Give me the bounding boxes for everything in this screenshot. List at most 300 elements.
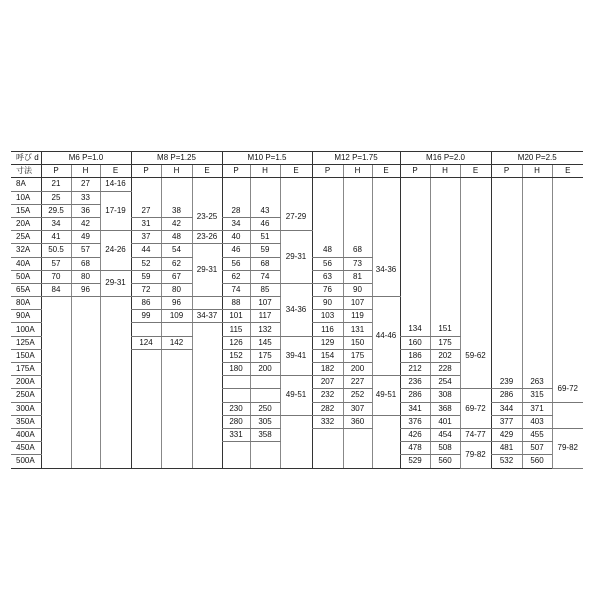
- cell-m20-h-empty: [522, 244, 552, 257]
- cell-m6-p: 57: [41, 257, 71, 270]
- size-label: 500A: [11, 455, 41, 468]
- cell-m16-p: 426: [400, 428, 430, 441]
- cell-m6-e-empty: [100, 415, 131, 428]
- cell-m8-e-empty: [192, 376, 222, 389]
- cell-m10-p-empty: [222, 455, 250, 468]
- cell-m6-e-empty: [100, 442, 131, 455]
- cell-m16-h-empty: [430, 217, 460, 230]
- cell-m6-p: 50.5: [41, 244, 71, 257]
- header-col-m6-p: P: [41, 165, 71, 178]
- cell-m8-p: 86: [131, 297, 161, 310]
- cell-m10-e-empty: [280, 415, 312, 428]
- cell-m12-h-empty: [343, 442, 372, 455]
- cell-m20-e-empty: [552, 270, 583, 283]
- cell-m6-p-empty: [41, 442, 71, 455]
- cell-m8-p-empty: [131, 191, 161, 204]
- cell-m12-p: 116: [312, 323, 343, 336]
- cell-m16-h: 175: [430, 336, 460, 349]
- size-label: 350A: [11, 415, 41, 428]
- cell-m8-e-empty: [192, 389, 222, 402]
- cell-m12-h-empty: [343, 231, 372, 244]
- cell-m12-e-empty: [372, 455, 400, 468]
- cell-m8-p: 72: [131, 283, 161, 296]
- cell-m16-p: 341: [400, 402, 430, 415]
- cell-m12-e-empty: [372, 415, 400, 428]
- cell-m12-e-empty: [372, 428, 400, 441]
- cell-m20-e-empty: [552, 323, 583, 336]
- cell-m10-e-empty: [280, 442, 312, 455]
- cell-m8-h: 38: [161, 204, 192, 217]
- cell-m12-p: 103: [312, 310, 343, 323]
- cell-m6-h-empty: [71, 428, 100, 441]
- cell-m8-p-empty: [131, 442, 161, 455]
- cell-m20-p-empty: [491, 323, 522, 336]
- cell-m8-e-empty: [192, 323, 222, 336]
- cell-m20-p-empty: [491, 204, 522, 217]
- cell-m10-p: 280: [222, 415, 250, 428]
- cell-m16-h: 228: [430, 363, 460, 376]
- cell-m6-e-empty: [100, 323, 131, 336]
- cell-m20-e-empty: [552, 310, 583, 323]
- cell-m16-h-empty: [430, 270, 460, 283]
- cell-m12-h: 68: [343, 244, 372, 257]
- table-row: [11, 442, 583, 455]
- cell-m8-h-empty: [161, 389, 192, 402]
- cell-m10-h: 51: [250, 231, 280, 244]
- cell-m20-p-empty: [491, 297, 522, 310]
- cell-m16-h-empty: [430, 297, 460, 310]
- cell-m6-p: 70: [41, 270, 71, 283]
- size-label: 32A: [11, 244, 41, 257]
- cell-m12-h: 360: [343, 415, 372, 428]
- cell-m16-h-empty: [430, 244, 460, 257]
- cell-m10-p: 152: [222, 349, 250, 362]
- cell-m16-h: 508: [430, 442, 460, 455]
- cell-m8-h-empty: [161, 442, 192, 455]
- cell-m10-h: 200: [250, 363, 280, 376]
- cell-m6-h-empty: [71, 442, 100, 455]
- cell-m16-h-empty: [430, 191, 460, 204]
- size-label: 40A: [11, 257, 41, 270]
- cell-m8-h-empty: [161, 178, 192, 191]
- cell-m8-e-empty: [192, 415, 222, 428]
- cell-m20-e-empty: [552, 257, 583, 270]
- cell-m20-p-empty: [491, 270, 522, 283]
- cell-m6-e: 14-16: [100, 178, 131, 191]
- cell-m10-p-empty: [222, 191, 250, 204]
- cell-m10-h-empty: [250, 389, 280, 402]
- cell-m12-h: 307: [343, 402, 372, 415]
- cell-m16-p-empty: [400, 231, 430, 244]
- cell-m6-h-empty: [71, 297, 100, 310]
- cell-m16-e: 69-72: [460, 389, 491, 429]
- header-row-columns: [11, 165, 583, 178]
- table-row: [11, 455, 583, 468]
- cell-m10-p: 88: [222, 297, 250, 310]
- cell-m16-e-empty: [460, 283, 491, 296]
- cell-m20-h-empty: [522, 363, 552, 376]
- cell-m20-h-empty: [522, 231, 552, 244]
- cell-m16-h-empty: [430, 231, 460, 244]
- cell-m12-e-empty: [372, 191, 400, 204]
- cell-m20-h: 371: [522, 402, 552, 415]
- cell-m12-p: 182: [312, 363, 343, 376]
- cell-m16-e-empty: [460, 270, 491, 283]
- cell-m10-h: 68: [250, 257, 280, 270]
- size-label: 80A: [11, 297, 41, 310]
- size-label: 50A: [11, 270, 41, 283]
- cell-m20-p: 377: [491, 415, 522, 428]
- cell-m10-p: 40: [222, 231, 250, 244]
- cell-m20-e-empty: [552, 283, 583, 296]
- cell-m12-e: 49-51: [372, 376, 400, 416]
- cell-m6-h-empty: [71, 310, 100, 323]
- cell-m12-p-empty: [312, 442, 343, 455]
- cell-m6-p: 84: [41, 283, 71, 296]
- cell-m8-h: 109: [161, 310, 192, 323]
- cell-m8-p-empty: [131, 415, 161, 428]
- cell-m8-p-empty: [131, 428, 161, 441]
- cell-m20-h-empty: [522, 310, 552, 323]
- cell-m8-h-empty: [161, 415, 192, 428]
- cell-m12-p: 76: [312, 283, 343, 296]
- cell-m16-p-empty: [400, 310, 430, 323]
- table-row: [11, 178, 583, 191]
- cell-m12-h-empty: [343, 217, 372, 230]
- cell-m6-e: 29-31: [100, 270, 131, 296]
- header-group-m12: M12 P=1.75: [312, 152, 400, 165]
- cell-m10-h: 43: [250, 204, 280, 217]
- cell-m6-h-empty: [71, 455, 100, 468]
- cell-m12-p-empty: [312, 231, 343, 244]
- cell-m6-h-empty: [71, 363, 100, 376]
- header-group-m8: M8 P=1.25: [131, 152, 222, 165]
- cell-m16-h: 560: [430, 455, 460, 468]
- cell-m12-p: 56: [312, 257, 343, 270]
- cell-m6-p-empty: [41, 336, 71, 349]
- cell-m8-h-empty: [161, 376, 192, 389]
- cell-m6-h-empty: [71, 376, 100, 389]
- cell-m16-p-empty: [400, 191, 430, 204]
- header-col-m6-h: H: [71, 165, 100, 178]
- thread-size-table: [11, 151, 583, 469]
- cell-m16-p: 529: [400, 455, 430, 468]
- cell-m20-p: 532: [491, 455, 522, 468]
- size-label: 125A: [11, 336, 41, 349]
- cell-m20-p-empty: [491, 283, 522, 296]
- cell-m6-e-empty: [100, 363, 131, 376]
- cell-m20-p-empty: [491, 363, 522, 376]
- cell-m12-e: 34-36: [372, 244, 400, 297]
- cell-m6-h: 96: [71, 283, 100, 296]
- cell-m12-e-empty: [372, 217, 400, 230]
- cell-m12-p-empty: [312, 217, 343, 230]
- size-label: 200A: [11, 376, 41, 389]
- cell-m10-p: 115: [222, 323, 250, 336]
- cell-m10-p: 46: [222, 244, 250, 257]
- cell-m20-e-empty: [552, 178, 583, 191]
- cell-m20-p-empty: [491, 244, 522, 257]
- cell-m6-h-empty: [71, 402, 100, 415]
- size-table-container: [11, 151, 583, 469]
- cell-m20-p-empty: [491, 231, 522, 244]
- size-label: 90A: [11, 310, 41, 323]
- cell-m8-h: 67: [161, 270, 192, 283]
- cell-m12-p: 207: [312, 376, 343, 389]
- cell-m6-h-empty: [71, 336, 100, 349]
- cell-m20-e-empty: [552, 363, 583, 376]
- cell-m10-p-empty: [222, 389, 250, 402]
- cell-m6-p-empty: [41, 363, 71, 376]
- cell-m12-p: 48: [312, 244, 343, 257]
- header-col-m12-e: E: [372, 165, 400, 178]
- cell-m20-p: 429: [491, 428, 522, 441]
- cell-m8-p-empty: [131, 455, 161, 468]
- size-label: 150A: [11, 349, 41, 362]
- cell-m8-e: 34-37: [192, 310, 222, 323]
- cell-m8-p-empty: [131, 402, 161, 415]
- cell-m20-h-empty: [522, 270, 552, 283]
- cell-m6-h-empty: [71, 349, 100, 362]
- header-row-groups: [11, 152, 583, 165]
- cell-m20-p-empty: [491, 349, 522, 362]
- cell-m20-p: 239: [491, 376, 522, 389]
- header-group-m10: M10 P=1.5: [222, 152, 312, 165]
- cell-m20-p: 481: [491, 442, 522, 455]
- cell-m12-p: 282: [312, 402, 343, 415]
- header-col-m8-e: E: [192, 165, 222, 178]
- cell-m8-e-empty: [192, 363, 222, 376]
- cell-m20-h: 315: [522, 389, 552, 402]
- size-label: 300A: [11, 402, 41, 415]
- cell-m6-e-empty: [100, 310, 131, 323]
- cell-m20-h-empty: [522, 336, 552, 349]
- cell-m12-e-empty: [372, 204, 400, 217]
- cell-m20-h: 455: [522, 428, 552, 441]
- cell-m10-h: 85: [250, 283, 280, 296]
- size-label: 25A: [11, 231, 41, 244]
- cell-m16-h: 254: [430, 376, 460, 389]
- cell-m6-p: 41: [41, 231, 71, 244]
- header-col-m10-p: P: [222, 165, 250, 178]
- cell-m20-p-empty: [491, 336, 522, 349]
- cell-m16-p-empty: [400, 283, 430, 296]
- cell-m8-p-empty: [131, 349, 161, 362]
- cell-m6-p-empty: [41, 310, 71, 323]
- cell-m20-e-empty: [552, 244, 583, 257]
- cell-m12-h-empty: [343, 191, 372, 204]
- cell-m10-e-empty: [280, 178, 312, 191]
- cell-m6-p: 21: [41, 178, 71, 191]
- cell-m8-p-empty: [131, 389, 161, 402]
- cell-m12-p-empty: [312, 191, 343, 204]
- size-label: 8A: [11, 178, 41, 191]
- cell-m6-h-empty: [71, 323, 100, 336]
- cell-m20-e-empty: [552, 231, 583, 244]
- table-row: [11, 204, 583, 217]
- cell-m16-h: 151: [430, 323, 460, 336]
- header-col-m6-e: E: [100, 165, 131, 178]
- cell-m10-h: 250: [250, 402, 280, 415]
- cell-m8-h: 80: [161, 283, 192, 296]
- cell-m6-e-empty: [100, 349, 131, 362]
- cell-m12-h: 150: [343, 336, 372, 349]
- cell-m12-e: 44-46: [372, 297, 400, 376]
- table-row: [11, 336, 583, 349]
- cell-m10-h: 305: [250, 415, 280, 428]
- cell-m6-h-empty: [71, 415, 100, 428]
- cell-m8-p: 99: [131, 310, 161, 323]
- header-col-m20-e: E: [552, 165, 583, 178]
- cell-m20-p-empty: [491, 191, 522, 204]
- cell-m16-h-empty: [430, 178, 460, 191]
- header-col-m8-h: H: [161, 165, 192, 178]
- cell-m6-e-empty: [100, 389, 131, 402]
- table-row: [11, 231, 583, 244]
- cell-m8-e-empty: [192, 191, 222, 204]
- cell-m8-h-empty: [161, 455, 192, 468]
- cell-m16-p-empty: [400, 270, 430, 283]
- cell-m10-e: 39-41: [280, 336, 312, 376]
- cell-m6-h: 57: [71, 244, 100, 257]
- cell-m8-e: 23-25: [192, 204, 222, 230]
- cell-m20-p-empty: [491, 310, 522, 323]
- size-label: 20A: [11, 217, 41, 230]
- cell-m12-h: 73: [343, 257, 372, 270]
- cell-m16-h: 202: [430, 349, 460, 362]
- cell-m12-h: 200: [343, 363, 372, 376]
- cell-m6-p: 34: [41, 217, 71, 230]
- cell-m16-p: 186: [400, 349, 430, 362]
- cell-m20-h-empty: [522, 178, 552, 191]
- table-row: [11, 376, 583, 389]
- cell-m16-h-empty: [430, 310, 460, 323]
- cell-m10-h: 175: [250, 349, 280, 362]
- cell-m12-h: 107: [343, 297, 372, 310]
- cell-m8-p-empty: [131, 376, 161, 389]
- cell-m10-p-empty: [222, 376, 250, 389]
- cell-m12-p: 129: [312, 336, 343, 349]
- cell-m20-e-empty: [552, 336, 583, 349]
- cell-m8-p: 52: [131, 257, 161, 270]
- cell-m6-h: 27: [71, 178, 100, 191]
- cell-m12-h: 131: [343, 323, 372, 336]
- cell-m12-h: 81: [343, 270, 372, 283]
- cell-m10-p: 331: [222, 428, 250, 441]
- cell-m6-h: 80: [71, 270, 100, 283]
- cell-m16-p-empty: [400, 297, 430, 310]
- cell-m20-p-empty: [491, 257, 522, 270]
- cell-m16-e-empty: [460, 310, 491, 323]
- cell-m6-e-empty: [100, 402, 131, 415]
- cell-m8-h: 142: [161, 336, 192, 349]
- cell-m20-h: 263: [522, 376, 552, 389]
- cell-m8-e-empty: [192, 336, 222, 349]
- cell-m8-p: 44: [131, 244, 161, 257]
- cell-m10-p: 28: [222, 204, 250, 217]
- cell-m8-e-empty: [192, 402, 222, 415]
- cell-m20-p: 344: [491, 402, 522, 415]
- header-col-m16-e: E: [460, 165, 491, 178]
- cell-m16-p: 160: [400, 336, 430, 349]
- cell-m10-p: 101: [222, 310, 250, 323]
- cell-m6-p-empty: [41, 323, 71, 336]
- size-label: 65A: [11, 283, 41, 296]
- size-label: 10A: [11, 191, 41, 204]
- cell-m8-p: 37: [131, 231, 161, 244]
- header-col-m16-h: H: [430, 165, 460, 178]
- cell-m20-p: 286: [491, 389, 522, 402]
- cell-m6-h: 33: [71, 191, 100, 204]
- cell-m16-p: 376: [400, 415, 430, 428]
- cell-m10-h-empty: [250, 178, 280, 191]
- cell-m16-p: 286: [400, 389, 430, 402]
- cell-m6-e: 17-19: [100, 191, 131, 231]
- cell-m16-e: 74-77: [460, 428, 491, 441]
- cell-m16-p: 236: [400, 376, 430, 389]
- cell-m16-p: 478: [400, 442, 430, 455]
- header-col-m10-h: H: [250, 165, 280, 178]
- cell-m20-e: 69-72: [552, 376, 583, 402]
- cell-m20-h: 560: [522, 455, 552, 468]
- header-col-m20-p: P: [491, 165, 522, 178]
- cell-m10-h: 74: [250, 270, 280, 283]
- cell-m10-p: 230: [222, 402, 250, 415]
- cell-m6-e-empty: [100, 336, 131, 349]
- cell-m10-e: 34-36: [280, 283, 312, 336]
- cell-m6-h: 36: [71, 204, 100, 217]
- cell-m8-h: 62: [161, 257, 192, 270]
- cell-m10-h: 59: [250, 244, 280, 257]
- cell-m16-h: 454: [430, 428, 460, 441]
- cell-m16-e-empty: [460, 244, 491, 257]
- cell-m16-e: 59-62: [460, 323, 491, 389]
- cell-m6-e-empty: [100, 376, 131, 389]
- cell-m6-p-empty: [41, 376, 71, 389]
- cell-m12-p-empty: [312, 178, 343, 191]
- cell-m20-e: [552, 402, 583, 428]
- cell-m8-e-empty: [192, 428, 222, 441]
- cell-m6-h-empty: [71, 389, 100, 402]
- size-label: 400A: [11, 428, 41, 441]
- cell-m16-p-empty: [400, 244, 430, 257]
- cell-m10-e: 27-29: [280, 204, 312, 230]
- cell-m20-e-empty: [552, 204, 583, 217]
- cell-m8-p-empty: [131, 178, 161, 191]
- cell-m8-e: 23-26: [192, 231, 222, 244]
- cell-m12-h: 227: [343, 376, 372, 389]
- cell-m10-e-empty: [280, 191, 312, 204]
- cell-m16-p-empty: [400, 257, 430, 270]
- cell-m10-h: 46: [250, 217, 280, 230]
- cell-m6-h: 42: [71, 217, 100, 230]
- cell-m8-h-empty: [161, 349, 192, 362]
- size-label: 100A: [11, 323, 41, 336]
- cell-m20-h-empty: [522, 257, 552, 270]
- cell-m16-e-empty: [460, 217, 491, 230]
- cell-m12-h-empty: [343, 178, 372, 191]
- cell-m20-e-empty: [552, 297, 583, 310]
- header-col-m12-p: P: [312, 165, 343, 178]
- cell-m12-h: 175: [343, 349, 372, 362]
- cell-m8-e-empty: [192, 349, 222, 362]
- cell-m8-e-empty: [192, 442, 222, 455]
- cell-m20-h-empty: [522, 297, 552, 310]
- size-label: 250A: [11, 389, 41, 402]
- cell-m8-p-empty: [131, 323, 161, 336]
- cell-m20-h-empty: [522, 217, 552, 230]
- header-col-m20-h: H: [522, 165, 552, 178]
